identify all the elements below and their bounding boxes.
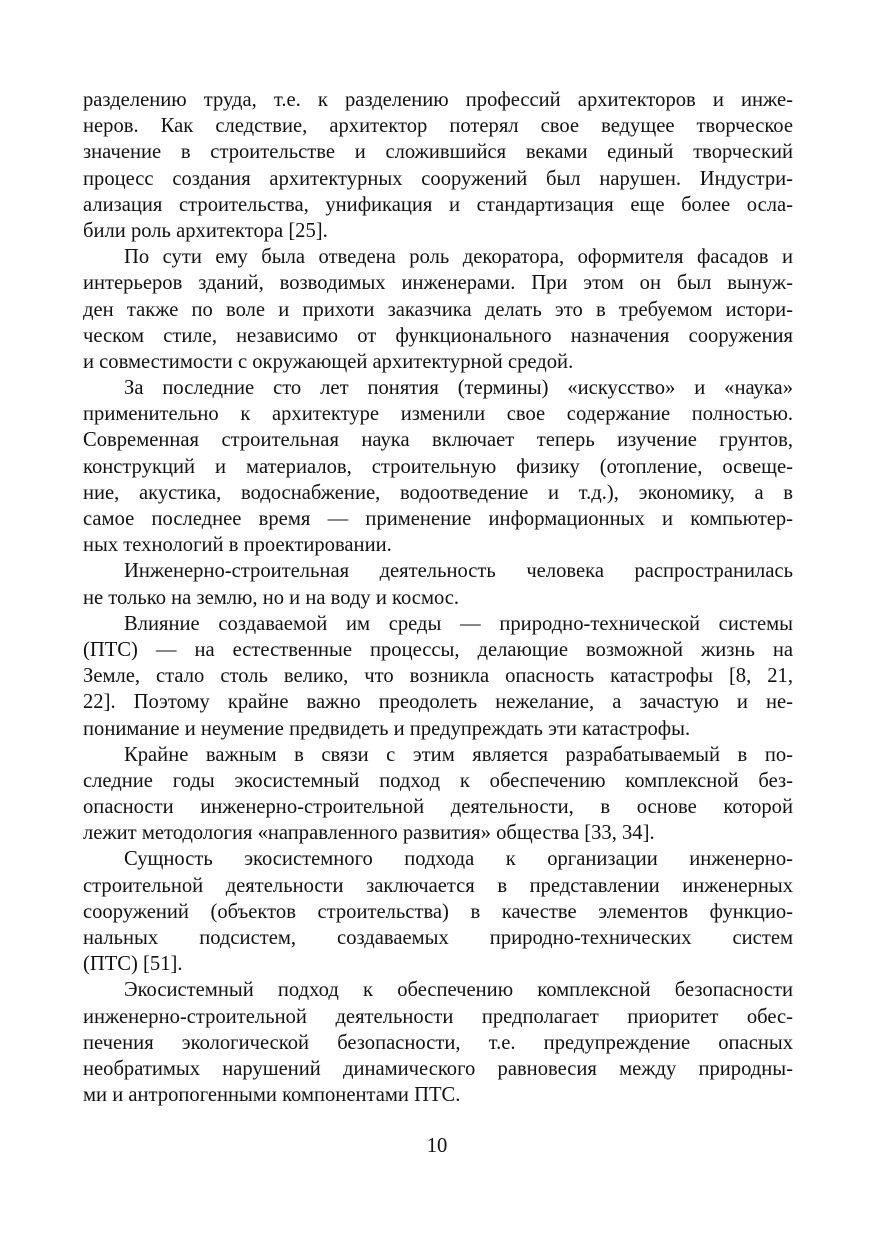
text-line: За последние сто лет понятия (термины) «искусство» и «наука» — [124, 377, 793, 400]
text-line: конструкций и материалов, строительную физику (отопление, освеще- — [83, 455, 793, 478]
text-line: (ПТС) — на естественные процессы, делающие возможной жизнь на — [83, 638, 793, 661]
text-line: Современная строительная наука включает теперь изучение грунтов, — [83, 429, 793, 452]
text-line: следние годы экосистемный подход к обеспечению комплексной без- — [83, 769, 793, 792]
text-line: строительной деятельности заключается в представлении инженерных — [83, 874, 793, 897]
text-line: Крайне важным в связи с этим является разрабатываемый в по- — [124, 743, 793, 766]
text-line: Сущность экосистемного подхода к организации инженерно- — [124, 848, 793, 871]
text-line: ализация строительства, унификация и стандартизация еще более осла- — [83, 193, 793, 216]
text-line: ние, акустика, водоснабжение, водоотведение и т.д.), экономику, а в — [83, 481, 793, 504]
text-line: неров. Как следствие, архитектор потерял свое ведущее творческое — [83, 115, 793, 138]
text-line: Экосистемный подход к обеспечению комплексной безопасности — [124, 979, 793, 1002]
text-line: опасности инженерно-строительной деятельности, в основе которой — [83, 796, 793, 819]
page-number: 10 — [426, 1135, 448, 1157]
text-line: Земле, стало столь велико, что возникла опасность катастрофы [8, 21, — [83, 665, 793, 688]
text-line: ми и антропогенными компонентами ПТС. — [83, 1084, 461, 1107]
text-line: и совместимости с окружающей архитектурной средой. — [83, 350, 574, 373]
text-line: значение в строительстве и сложившийся веками единый творческий — [83, 141, 793, 164]
text-line: нальных подсистем, создаваемых природно-технических систем — [83, 927, 793, 949]
text-line: разделению труда, т.е. к разделению профессий архитекторов и инже- — [83, 89, 793, 111]
text-line: Инженерно-строительная деятельность человека распространилась — [124, 560, 793, 583]
text-line: понимание и неумение предвидеть и предупреждать эти катастрофы. — [83, 717, 691, 740]
text-line: сооружений (объектов строительства) в качестве элементов функцио- — [83, 900, 793, 923]
text-line: необратимых нарушений динамического равновесия между природны- — [83, 1057, 793, 1080]
text-line: самое последнее время — применение информационных и компьютер- — [83, 508, 793, 530]
text-line: печения экологической безопасности, т.е. предупреждение опасных — [83, 1031, 793, 1054]
text-line: применительно к архитектуре изменили свое содержание полностью. — [83, 403, 793, 426]
text-line: 22]. Поэтому крайне важно преодолеть нежелание, а зачастую и не- — [83, 691, 793, 714]
text-line: били роль архитектора [25]. — [83, 219, 328, 242]
text-line: ных технологий в проектировании. — [83, 534, 392, 557]
text-line: не только на землю, но и на воду и космос. — [83, 586, 460, 609]
text-line: (ПТС) [51]. — [83, 953, 183, 976]
text-line: ден также по воле и прихоти заказчика делать это в требуемом истори- — [83, 298, 793, 321]
text-line: инженерно-строительной деятельности предполагает приоритет обес- — [83, 1005, 793, 1028]
text-line: процесс создания архитектурных сооружений был нарушен. Индустри- — [83, 167, 793, 190]
page-body — [83, 87, 793, 1108]
text-line: лежит методология «направленного развития» общества [33, 34]. — [83, 822, 655, 845]
text-line: Влияние создаваемой им среды — природно-технической системы — [124, 612, 793, 635]
text-line: интерьеров зданий, возводимых инженерами. При этом он был вынуж- — [83, 272, 793, 295]
text-line: ческом стиле, независимо от функционального назначения сооружения — [83, 324, 793, 347]
text-line: По сути ему была отведена роль декоратора, оформителя фасадов и — [124, 246, 793, 269]
